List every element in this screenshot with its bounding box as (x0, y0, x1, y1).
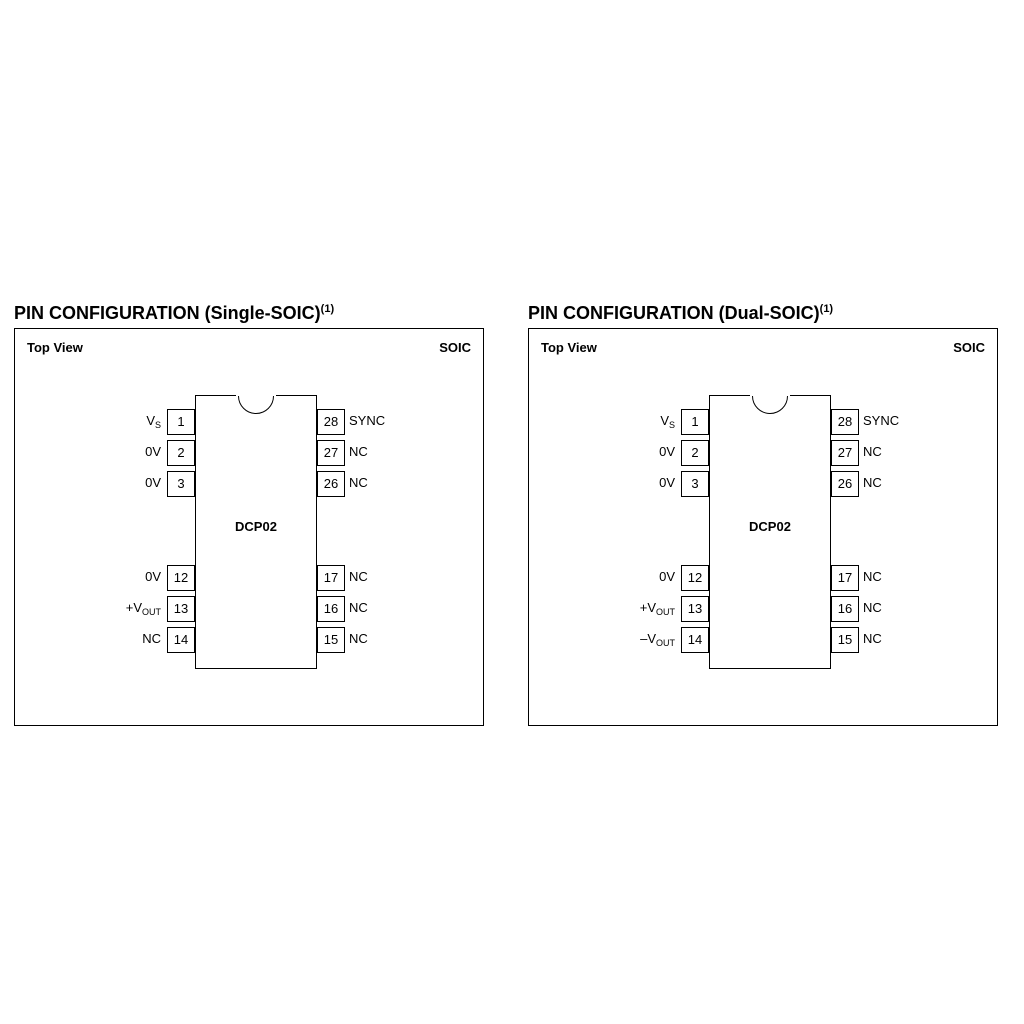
pin-17: 17 (317, 565, 345, 591)
pin-27-label: NC (863, 444, 882, 459)
pin-26: 26 (317, 471, 345, 497)
pin-15-label: NC (349, 631, 368, 646)
pin-17-label: NC (863, 569, 882, 584)
pin-27: 27 (831, 440, 859, 466)
panel-heading (528, 303, 833, 324)
pin-16: 16 (317, 596, 345, 622)
pin-27-label: NC (349, 444, 368, 459)
pin-1: 1 (681, 409, 709, 435)
pin-13: 13 (167, 596, 195, 622)
pin-28: 28 (317, 409, 345, 435)
pin-3-label: 0V (659, 475, 675, 490)
chip-body (195, 395, 317, 669)
pin-17: 17 (831, 565, 859, 591)
pin-15-label: NC (863, 631, 882, 646)
chip-name: DCP02 (749, 519, 791, 534)
pin-2: 2 (681, 440, 709, 466)
pin-28-label: SYNC (349, 413, 386, 428)
pin-3: 3 (167, 471, 195, 497)
diagram-box (528, 328, 998, 726)
pin-12-label: 0V (659, 569, 675, 584)
pin-16-label: NC (863, 600, 882, 615)
pin-3: 3 (681, 471, 709, 497)
pin-14: 14 (167, 627, 195, 653)
pin-14: 14 (681, 627, 709, 653)
pin-13-label: $+V_{OUT}$ (125, 600, 161, 617)
pin-3-label: 0V (145, 475, 161, 490)
pin-28-label: SYNC (863, 413, 900, 428)
pin-1-label: $V_S$ (660, 413, 675, 430)
pin-16-label: NC (349, 600, 368, 615)
pin-26: 26 (831, 471, 859, 497)
pin-13: 13 (681, 596, 709, 622)
package-label: SOIC (953, 340, 985, 355)
pin-12-label: 0V (145, 569, 161, 584)
pin-1-label: $V_S$ (146, 413, 161, 430)
pin-14-label: NC (142, 631, 161, 646)
pin-15: 15 (317, 627, 345, 653)
chip-body (709, 395, 831, 669)
pin-15: 15 (831, 627, 859, 653)
heading-text: PIN CONFIGURATION (Dual-SOIC) (528, 303, 820, 323)
panel-heading (14, 303, 334, 324)
pin-28: 28 (831, 409, 859, 435)
pin-26-label: NC (349, 475, 368, 490)
pin-12: 12 (681, 565, 709, 591)
pin-1: 1 (167, 409, 195, 435)
pin-14-label: $-V_{OUT}$ (640, 631, 675, 648)
pin-2-label: 0V (659, 444, 675, 459)
chip-name: DCP02 (235, 519, 277, 534)
pin-27: 27 (317, 440, 345, 466)
pin-26-label: NC (863, 475, 882, 490)
diagram-box (14, 328, 484, 726)
pin-17-label: NC (349, 569, 368, 584)
heading-footnote: (1) (819, 303, 834, 315)
pin-12: 12 (167, 565, 195, 591)
view-label: Top View (541, 340, 597, 355)
view-label: Top View (27, 340, 83, 355)
pin-2: 2 (167, 440, 195, 466)
pin-2-label: 0V (145, 444, 161, 459)
pin-13-label: $+V_{OUT}$ (639, 600, 675, 617)
package-label: SOIC (439, 340, 471, 355)
pin-16: 16 (831, 596, 859, 622)
heading-footnote: (1) (320, 303, 335, 315)
heading-text: PIN CONFIGURATION (Single-SOIC) (14, 303, 321, 323)
